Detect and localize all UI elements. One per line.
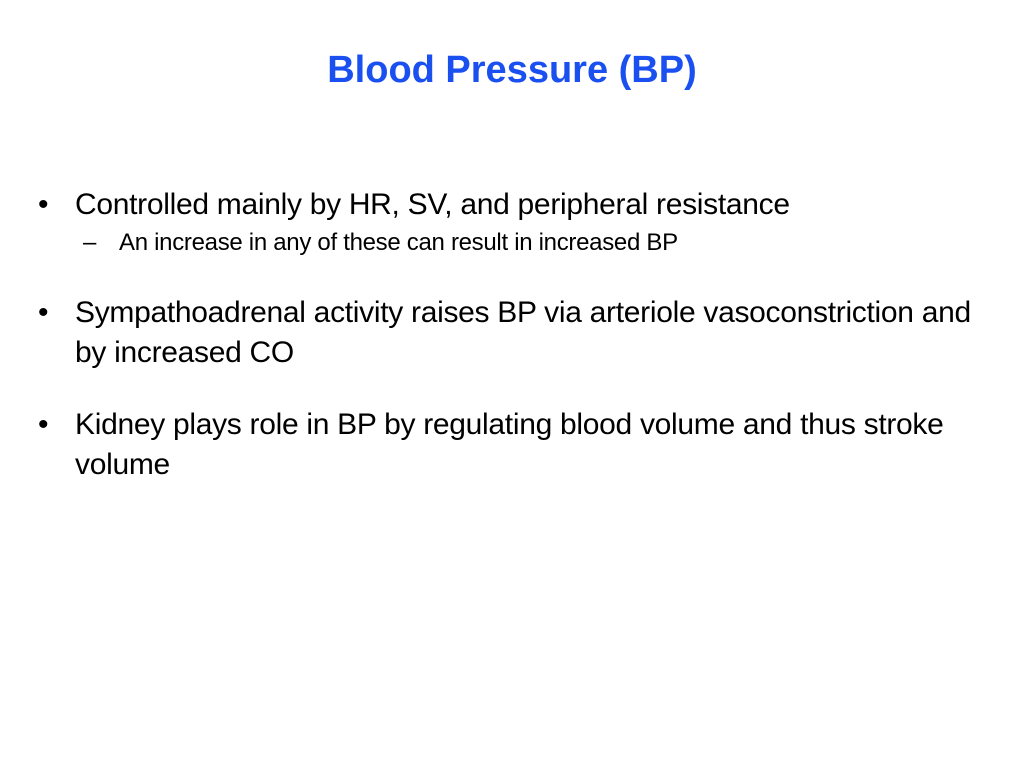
sub-bullet-text: An increase in any of these can result in increased BP	[119, 229, 678, 256]
bullet-marker: •	[38, 188, 49, 221]
bullet-text: Controlled mainly by HR, SV, and peripheral resistance	[75, 188, 790, 221]
bullet-marker: •	[38, 408, 49, 441]
slide-title: Blood Pressure (BP)	[327, 49, 697, 91]
bullet-item-3	[38, 405, 988, 485]
bullet-text: Kidney plays role in BP by regulating blood volume and thus stroke volume	[75, 408, 944, 481]
sub-bullet-marker: –	[83, 229, 97, 256]
bullet-list	[38, 185, 988, 485]
bullet-text: Sympathoadrenal activity raises BP via arteriole vasoconstriction and by increased CO	[75, 296, 971, 369]
bullet-marker: •	[38, 296, 49, 329]
sub-bullet-item-1	[83, 227, 988, 259]
bullet-item-2	[38, 293, 988, 373]
bullet-item-1	[38, 185, 988, 225]
